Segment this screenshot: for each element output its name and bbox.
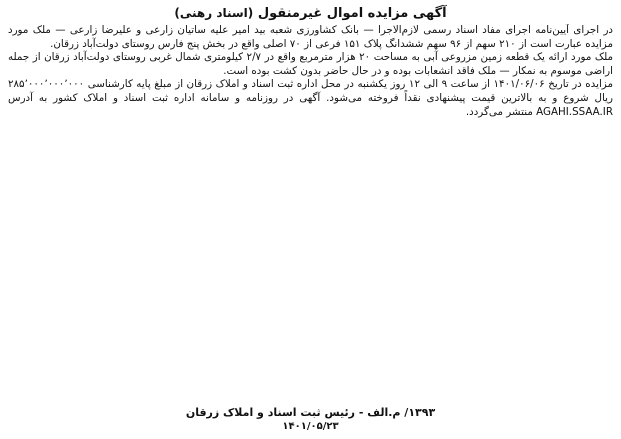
notice-body (8, 24, 613, 409)
notice-paragraph: مزایده در تاریخ ۱۴۰۱/۰۶/۰۶ از ساعت ۹ الی ۱۲ روز یکشنبه در محل اداره ثبت اسناد و املاک زرقان از مبلغ پایه کارشناسی ۲۸۵٬۰۰۰٬۰۰۰٬۰۰۰ ریال شروع و به بالاترین قیمت پیشنهادی نقداً فروخته می‌شود. آگهی در روزنامه و سامانه اداره ثبت اسناد و املاک کشور به آدرس AGAHI.SSAA.IR منتشر می‌گردد. (8, 78, 613, 118)
notice-paragraph: ملک مورد ارائه یک قطعه زمین مزروعی آبی به مساحت ۲۰ هزار مترمربع واقع در ۲/۷ کیلومتری شمال غربی روستای دولت‌آباد زرقان از جمله اراضی موسوم به نمکار — ملک فاقد انشعابات بوده و در حال حاضر بدون کشت بوده است. (8, 51, 613, 77)
signature-date: ۱۴۰۱/۰۵/۲۳ (282, 421, 339, 432)
signature-line: ۱۳۹۳/ م.الف - رئیس ثبت اسناد و املاک زرقان (185, 406, 436, 419)
notice-title (0, 6, 621, 21)
notice-subtitle: (اسناد رهنی) (174, 6, 254, 20)
notice-title-text: آگهی مزایده اموال غیرمنقول (257, 6, 447, 21)
notice-paragraph: در اجرای آیین‌نامه اجرای مفاد اسناد رسمی لازم‌الاجرا — بانک کشاورزی شعبه بید امیر علیه ساتیان زارعی و علیرضا زارعی — ملک مورد مزایده عبارت است از ۲۱۰ سهم از ۹۶ سهم ششدانگ پلاک ۱۵۱ فرعی از ۷۰ اصلی واقع در بخش پنج فارس روستای دولت‌آباد زرقان. (8, 24, 613, 50)
